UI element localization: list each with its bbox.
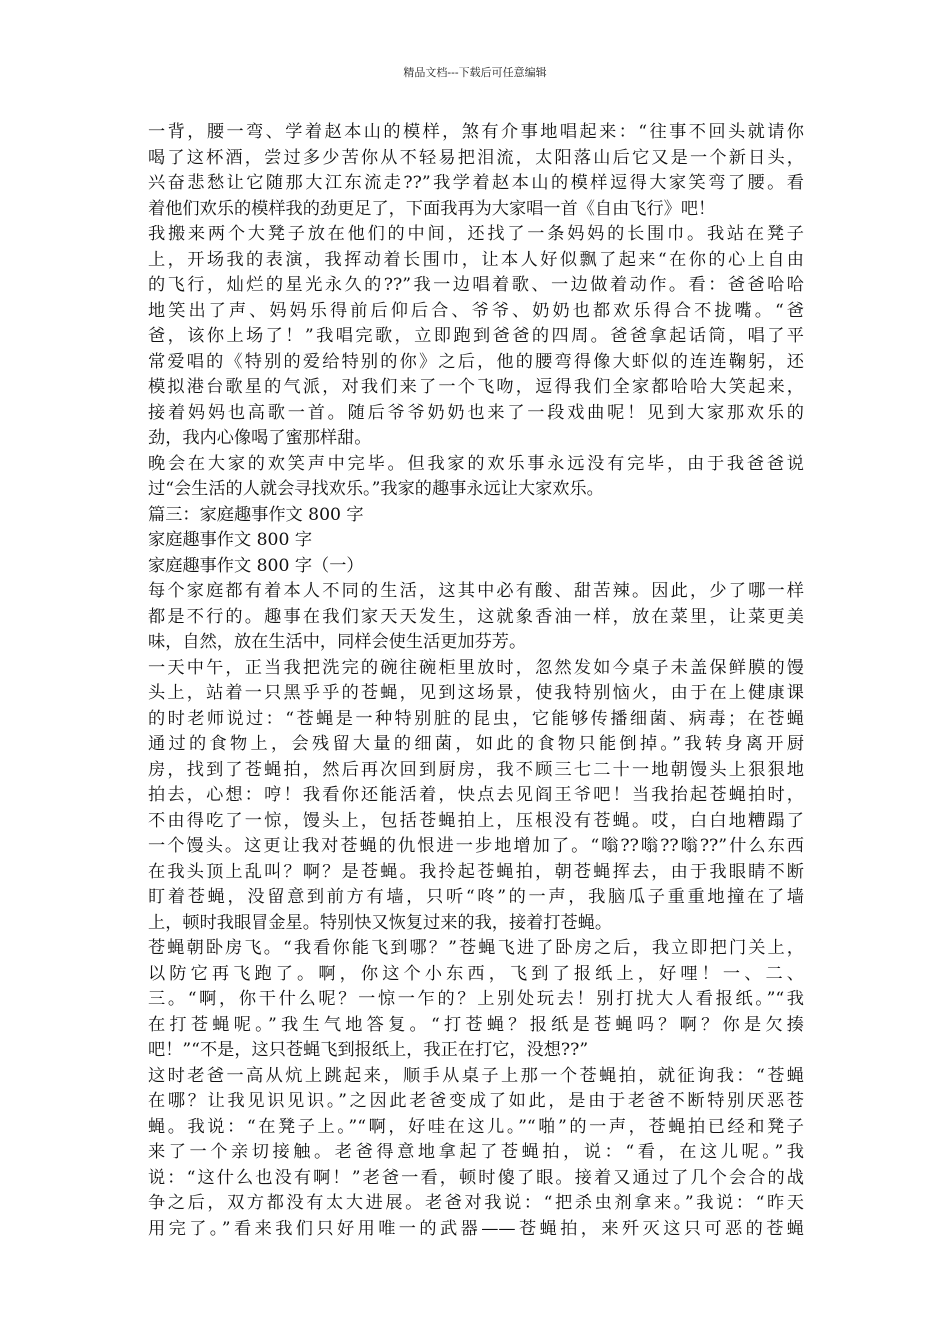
text-line: 以防它再飞跑了。啊，你这个小东西，飞到了报纸上，好哩！一、二、: [148, 963, 804, 984]
text-line: 一天中午，正当我把洗完的碗往碗柜里放时，忽然发如今桌子未盖保鲜膜的馒: [148, 657, 804, 678]
text-line: 晚会在大家的欢笑声中完毕。但我家的欢乐事永远没有完毕，由于我爸爸说: [148, 453, 804, 474]
text-line: 这时老爸一高从炕上跳起来，顺手从桌子上那一个苍蝇拍，就征询我：“苍蝇: [148, 1065, 804, 1086]
text-line: 家庭趣事作文 800 字（一）: [148, 555, 364, 576]
text-line: 盯着苍蝇，没留意到前方有墙，只听“咚”的一声，我脑瓜子重重地撞在了墙: [148, 887, 804, 907]
text-line: 争之后，双方都没有太大进展。老爸对我说：“把杀虫剂拿来。”我说：“昨天: [148, 1193, 804, 1213]
text-line: 在我头顶上乱叫？啊？是苍蝇。我拎起苍蝇拍，朝苍蝇挥去，由于我眼睛不断: [148, 861, 804, 882]
text-line: 说：“这什么也没有啊！”老爸一看，顿时傻了眼。接着又通过了几个会合的战: [148, 1167, 804, 1188]
text-line: 拍去，心想：哼！我看你还能活着，快点去见阎王爷吧！当我抬起苍蝇拍时，: [148, 785, 804, 805]
text-line: 一个馒头。这更让我对苍蝇的仇恨进一步地增加了。“嗡??嗡??嗡??”什么东西: [148, 836, 804, 856]
text-line: 的时老师说过：“苍蝇是一种特别脏的昆虫，它能够传播细菌、病毒；在苍蝇: [148, 708, 804, 729]
text-line: 吧！”“不是，这只苍蝇飞到报纸上，我正在打它，没想??”: [148, 1040, 589, 1060]
text-line: 在哪？让我见识见识。”之因此老爸变成了如此，是由于老爸不断特别厌恶苍: [148, 1091, 804, 1111]
text-line: 劲，我内心像喝了蜜那样甜。: [148, 428, 372, 448]
text-line: 来了一个亲切接触。老爸得意地拿起了苍蝇拍，说：“看，在这儿呢。”我: [148, 1142, 804, 1162]
text-line: 蝇。我说：“在凳子上。”“啊，好哇在这儿。”“啪”的一声，苍蝇拍已经和凳子: [148, 1116, 804, 1137]
page-header: 精品文档---下载后可任意编辑: [403, 66, 547, 79]
text-line: 篇三：家庭趣事作文 800 字: [148, 504, 364, 525]
text-line: 接着妈妈也高歌一首。随后爷爷奶奶也来了一段戏曲呢！见到大家那欢乐的: [148, 402, 804, 423]
text-line: 都是不行的。趣事在我们家天天发生，这就象香油一样，放在菜里，让菜更美: [148, 606, 804, 627]
text-line: 家庭趣事作文 800 字: [148, 530, 313, 550]
text-line: 常爱唱的《特别的爱给特别的你》之后，他的腰弯得像大虾似的连连鞠躬，还: [148, 351, 804, 372]
text-line: 用完了。”看来我们只好用唯一的武器——苍蝇拍，来歼灭这只可恶的苍蝇: [148, 1218, 804, 1239]
text-line: 上，开场我的表演，我挥动着长围巾，让本人好似飘了起来“在你的心上自由: [148, 249, 804, 270]
text-line: 的飞行，灿烂的星光永久的??”我一边唱着歌、一边做着动作。看：爸爸哈哈: [148, 275, 804, 295]
text-line: 兴奋悲愁让它随那大江东流走??”我学着赵本山的模样逗得大家笑弯了腰。看: [148, 173, 804, 193]
text-line: 在打苍蝇呢。”我生气地答复。“打苍蝇？报纸是苍蝇吗？啊？你是欠揍: [148, 1014, 804, 1035]
text-line: 过“会生活的人就会寻找欢乐。”我家的趣事永远让大家欢乐。: [148, 479, 604, 499]
text-line: 一背，腰一弯、学着赵本山的模样，煞有介事地唱起来：“往事不回头就请你: [148, 122, 804, 142]
text-line: 苍蝇朝卧房飞。“我看你能飞到哪？”苍蝇飞进了卧房之后，我立即把门关上，: [148, 938, 804, 958]
text-line: 通过的食物上，会残留大量的细菌，如此的食物只能倒掉。”我转身离开厨: [148, 734, 804, 754]
text-line: 我搬来两个大凳子放在他们的中间，还找了一条妈妈的长围巾。我站在凳子: [148, 224, 804, 244]
document-body: [148, 120, 804, 1242]
text-line: 味，自然，放在生活中，同样会使生活更加芬芳。: [148, 632, 527, 652]
text-line: 上，顿时我眼冒金星。特别快又恢复过来的我，接着打苍蝇。: [148, 912, 613, 933]
text-line: 不由得吃了一惊，馒头上，包括苍蝇拍上，压根没有苍蝇。哎，白白地糟蹋了: [148, 810, 804, 831]
text-line: 房，找到了苍蝇拍，然后再次回到厨房，我不顾三七二十一地朝馒头上狠狠地: [148, 759, 804, 780]
text-line: 爸，该你上场了！”我唱完歌，立即跑到爸爸的四周。爸爸拿起话筒，唱了平: [148, 326, 804, 346]
text-line: 喝了这杯酒，尝过多少苦你从不轻易把泪流，太阳落山后它又是一个新日头，: [148, 147, 804, 168]
text-line: 着他们欢乐的模样我的劲更足了，下面我再为大家唱一首《自由飞行》吧！: [148, 198, 716, 219]
text-line: 三。“啊，你干什么呢？一惊一乍的？上别处玩去！别打扰大人看报纸。”“我: [148, 989, 804, 1009]
text-line: 头上，站着一只黑乎乎的苍蝇，见到这场景，使我特别恼火，由于在上健康课: [148, 683, 804, 703]
text-line: 地笑出了声、妈妈乐得前后仰后合、爷爷、奶奶也都欢乐得合不拢嘴。“爸: [148, 300, 804, 321]
text-line: 每个家庭都有着本人不同的生活，这其中必有酸、甜苦辣。因此，少了哪一样: [148, 581, 804, 601]
text-line: 模拟港台歌星的气派，对我们来了一个飞吻，逗得我们全家都哈哈大笑起来，: [148, 377, 804, 397]
